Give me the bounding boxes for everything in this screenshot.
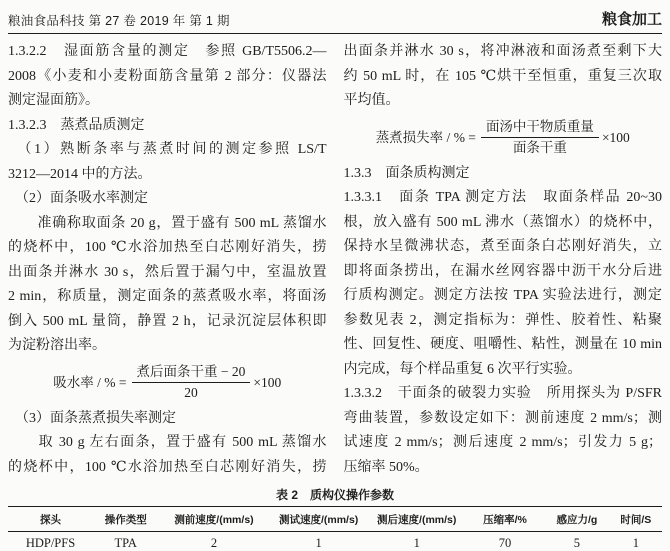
- text-line: （2）面条吸水率测定: [8, 191, 148, 206]
- journal-info: 粮油食品科技 第 27 卷 2019 年 第 1 期: [8, 14, 230, 28]
- text-line: 约 50 mL 时，在 105 ℃烘干至恒重，重复三次取: [343, 68, 662, 84]
- table-cell: 70: [498, 536, 512, 550]
- formula-fraction: [481, 118, 599, 156]
- formula-lhs: 蒸煮损失率 / % =: [375, 129, 476, 145]
- text-line: 内完成，每个样品重复 6 次平行实验。: [343, 361, 582, 377]
- text-line: 弯曲装置，参数设定如下：测前速度 2 mm/s；测: [343, 410, 662, 426]
- table-header-cell: 测后速度/(mm/s): [377, 514, 457, 526]
- table-cell: 5: [573, 536, 581, 550]
- text-line: 1.3.3.1 面条 TPA 测定方法 取面条样品 20~30: [343, 190, 662, 205]
- formula-fraction: [132, 363, 251, 401]
- formula-numerator: 面汤中干物质重量: [481, 118, 599, 138]
- text-line: 平均值。: [343, 93, 400, 108]
- text-line: 1.3.3 面条质构测定: [343, 165, 470, 181]
- text-line: 1.3.3.2 干面条的破裂力实验 所用探头为 P/SFR: [343, 386, 662, 401]
- table-head: [8, 507, 662, 532]
- text-line: 参数见表 2，测定指标为：弹性、胶着性、粘聚: [343, 312, 662, 328]
- table-header-cell: 时间/S: [620, 514, 652, 526]
- table-header-cell: 操作类型: [104, 514, 147, 526]
- table-header-cell: 感应力/g: [556, 514, 598, 526]
- text-line: 保持水呈微沸状态，煮至面条白芯刚好消失，立: [343, 239, 662, 254]
- table-section: [8, 484, 662, 551]
- text-line: 压缩率 50%。: [343, 459, 429, 475]
- text-line: 出面条并淋水 30 s，然后置于漏勺中，室温放置: [8, 264, 327, 280]
- text-line: （3）面条蒸煮损失率测定: [8, 410, 176, 426]
- table-header-row: [8, 507, 662, 532]
- formula: [344, 116, 663, 160]
- right-column: [344, 40, 663, 480]
- formula-denominator: 20: [184, 385, 198, 400]
- table-header-cell: 测试速度/(mm/s): [278, 514, 359, 526]
- table-cell: HDP/PFS: [25, 536, 76, 550]
- table-cell: 1: [632, 536, 639, 550]
- text-line: 的烧杯中，100 ℃水浴加热至白芯刚好消失，捞: [8, 240, 327, 255]
- text-line: 出面条并淋水 30 s，将冲淋液和面汤煮至剩下大: [343, 44, 662, 59]
- formula-denominator: 面条干重: [512, 140, 567, 155]
- text-line: 根，放入盛有 500 mL 沸水（蒸馏水）的烧杯中，: [343, 214, 662, 230]
- table-header-cell: 测前速度/(mm/s): [174, 514, 254, 526]
- text-line: （1）熟断条率与蒸煮时间的测定参照 LS/T: [8, 142, 327, 157]
- formula-suffix: ×100: [601, 129, 630, 145]
- text-line: 准确称取面条 20 g，置于盛有 500 mL 蒸馏水: [8, 215, 327, 231]
- section-label: 粮食加工: [601, 11, 662, 28]
- text-line: 3212—2014 中的方法。: [8, 166, 152, 182]
- text-line: 1.3.2.2 湿面筋含量的测定 参照 GB/T5506.2—: [8, 44, 327, 59]
- table-cell: 1: [315, 536, 322, 550]
- formula-lhs: 吸水率 / % =: [53, 374, 127, 390]
- table-header-cell: 探头: [40, 514, 61, 526]
- formula-suffix: ×100: [253, 374, 282, 390]
- text-line: 2 min，称质量，测定面条的蒸煮吸水率，将面汤: [8, 289, 327, 304]
- table-cell: TPA: [114, 536, 137, 550]
- text-line: 试速度 2 mm/s；测后速度 2 mm/s；引发力 5 g；: [343, 435, 662, 450]
- table-caption: 表 2 质构仪操作参数: [275, 488, 394, 502]
- table-header-cell: 压缩率/%: [483, 514, 527, 526]
- parameters-table: [8, 506, 662, 551]
- table-row: [8, 532, 662, 551]
- table-cell: 1: [413, 536, 420, 550]
- text-line: 取 30 g 左右面条，置于盛有 500 mL 蒸馏水: [8, 435, 327, 450]
- text-line: 即将面条捞出，在漏水丝网容器中沥干水分后进: [343, 263, 662, 279]
- text-line: 的烧杯中，100 ℃水浴加热至白芯刚好消失，捞: [8, 459, 327, 475]
- table-cell: 2: [210, 536, 218, 550]
- formula-numerator: 煮后面条干重 − 20: [132, 363, 251, 383]
- two-column-body: [8, 34, 662, 480]
- page-header: [8, 0, 662, 34]
- text-line: 1.3.2.3 蒸煮品质测定: [8, 117, 145, 133]
- table-body: [8, 532, 662, 551]
- text-line: 倒入 500 mL 量筒，静置 2 h，记录沉淀层体积即: [8, 313, 327, 329]
- text-line: 为淀粉溶出率。: [8, 338, 106, 353]
- text-line: 测定湿面筋》。: [8, 93, 99, 108]
- text-line: 行质构测定。测定方法按 TPA 实验法进行，测定: [343, 288, 662, 303]
- text-line: 2008《小麦和小麦粉面筋含量第 2 部分：仪器法: [8, 68, 327, 84]
- formula: [8, 361, 327, 405]
- text-line: 性、回复性、硬度、咀嚼性、粘性，测量在 10 min: [343, 337, 662, 352]
- left-column: [8, 40, 327, 480]
